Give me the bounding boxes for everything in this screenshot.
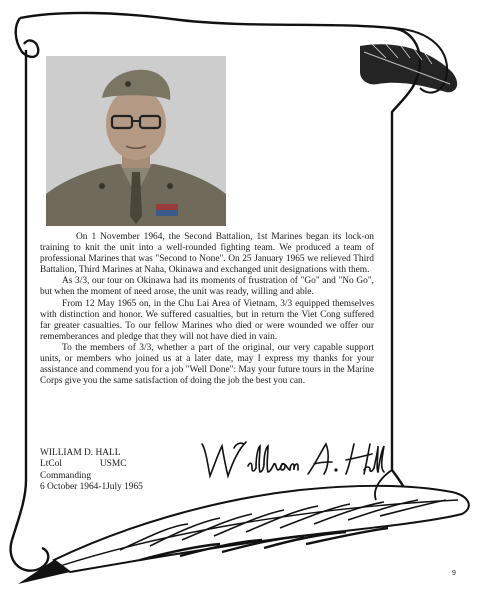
commander-service: USMC: [99, 459, 127, 470]
letter-paragraph: As 3/3, our tour on Okinawa had its moments of frustration of "Go" and "No Go", but when the moment of need arose, the unit was ready, willing and able.: [40, 276, 374, 298]
commander-rank-line: [40, 459, 200, 470]
commander-role: Commanding: [40, 470, 92, 481]
commander-rank: LtCol: [40, 459, 62, 470]
letter-paragraph: To the members of 3/3, whether a part of the original, our very capable support units, or members who joined us at a later date, may I express my thanks for your assistance and commend you for a job "Well Done": May your future tours in the Marine Corps give you the same satisfaction of doing the job the best you can.: [40, 342, 374, 387]
letter-paragraph: From 12 May 1965 on, in the Chu Lai Area of Vietnam, 3/3 equipped themselves with distinction and honor. We suffered casualties, but in return the Viet Cong suffered far greater casualties. To our fellow Marines who died or were wounded we offer our rememberances and pledge that they will not have died in vain.: [40, 298, 374, 342]
command-dates: 6 October 1964-1July 1965: [40, 482, 143, 493]
handwritten-signature: [196, 436, 386, 480]
letter-paragraph: On 1 November 1964, the Second Battalion, 1st Marines began its lock-on training to knit the unit into a well-rounded fighting team. We produced a team of professional Marines that was "Second to None". On 25 January 1965 we relieved Third Battalion, Third Marines at Naha, Okinawa and exchanged unit designations with them.: [40, 232, 374, 276]
page-number: 9: [452, 570, 456, 577]
signature-block: [40, 448, 200, 494]
commander-name: WILLIAM D. HALL: [40, 448, 121, 458]
portrait-photo: [46, 56, 226, 226]
commander-letter: [40, 232, 374, 387]
